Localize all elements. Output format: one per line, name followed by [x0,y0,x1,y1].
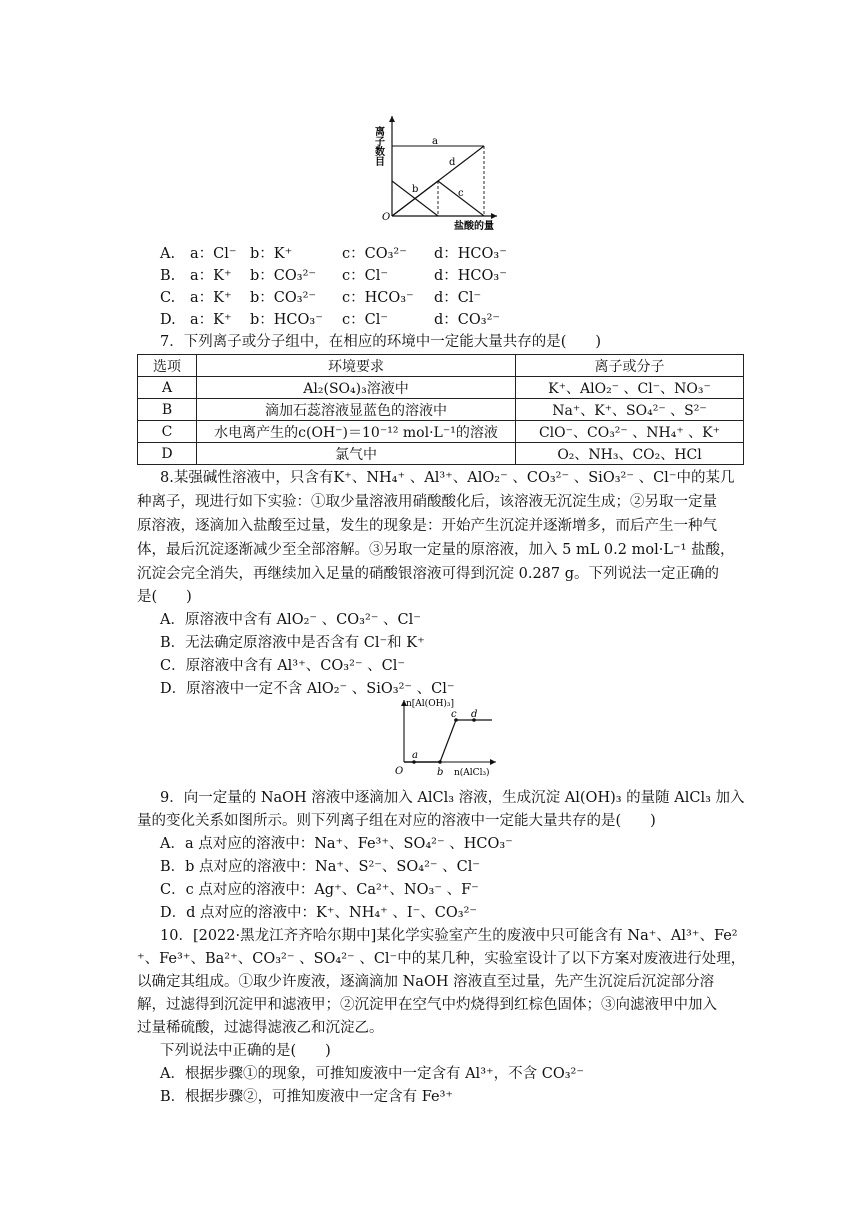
origin-label: O [395,766,404,777]
label-a: a [412,750,418,761]
q8-line-6: 是( ) [137,589,192,605]
label-a: a [432,136,438,147]
aluminum-hydroxide-graph [392,696,502,780]
point-b [438,760,442,764]
table-row [138,377,744,399]
q9-option-d: D．d 点对应的溶液中：K⁺、NH₄⁺ 、I⁻、CO₃²⁻ [160,905,478,921]
ion-count-graph [372,112,502,234]
x-axis-label: 盐酸的量 [454,221,494,232]
label-b: b [437,767,444,778]
table-header: 离子或分子 [516,355,744,377]
table-cell: Na⁺、K⁺、SO₄²⁻ 、S²⁻ [516,399,744,421]
q6-option-b: B. a：K⁺ b：CO₃²⁻ c：Cl⁻ d：HCO₃⁻ [160,268,507,284]
label-d: d [471,709,478,720]
q9-option-b: B．b 点对应的溶液中：Na⁺、S²⁻、SO₄²⁻ 、Cl⁻ [160,859,481,875]
table-cell: D [138,443,197,465]
q6-option-c: C. a：K⁺ b：CO₃²⁻ c：HCO₃⁻ d：Cl⁻ [160,290,482,306]
table-header: 选项 [138,355,197,377]
q10-option-b: B．根据步骤②，可推知废液中一定含有 Fe³⁺ [160,1089,454,1105]
q8-line-5: 沉淀会完全消失，再继续加入足量的硝酸银溶液可得到沉淀 0.287 g。下列说法一定正确的 [137,566,720,582]
q10-option-a: A．根据步骤①的现象，可推知废液中一定含有 Al³⁺，不含 CO₃²⁻ [160,1066,585,1082]
table-cell: 滴加石蕊溶液显蓝色的溶液中 [197,399,516,421]
q10-line-3: 以确定其组成。①取少许废液，逐滴滴加 NaOH 溶液直至过量，先产生沉淀后沉淀部分溶 [137,974,715,990]
table-row [138,443,744,465]
q10-line-5: 过量稀硫酸，过滤得滤液乙和沉淀乙。 [137,1020,384,1036]
q10-line-1: 10．[2022·黑龙江齐齐哈尔期中]某化学实验室产生的废液中只可能含有 Na⁺、Al³⁺、Fe² [160,928,738,944]
table-cell: O₂、NH₃、CO₂、HCl [516,443,744,465]
q8-option-c: C．原溶液中含有 Al³⁺、CO₃²⁻ 、Cl⁻ [160,658,406,674]
q9-option-c: C．c 点对应的溶液中：Ag⁺、Ca²⁺、NO₃⁻ 、F⁻ [160,882,479,898]
q10-prompt: 下列说法中正确的是( ) [160,1043,331,1059]
q8-option-a: A．原溶液中含有 AlO₂⁻ 、CO₃²⁻ 、Cl⁻ [160,612,421,628]
q8-line-3: 原溶液，逐滴加入盐酸至过量，发生的现象是：开始产生沉淀并逐渐增多，而后产生一种气 [137,518,717,534]
table-header-row [138,355,744,377]
table-row [138,399,744,421]
q10-line-4: 解，过滤得到沉淀甲和滤液甲；②沉淀甲在空气中灼烧得到红棕色固体；③向滤液甲中加入 [137,997,717,1013]
label-c: c [458,188,464,199]
q8-option-d: D．原溶液中一定不含 AlO₂⁻ 、SiO₃²⁻ 、Cl⁻ [160,681,455,697]
label-c: c [451,709,457,720]
table-cell: ClO⁻、CO₃²⁻ 、NH₄⁺ 、K⁺ [516,421,744,443]
q9-option-a: A．a 点对应的溶液中：Na⁺、Fe³⁺、SO₄²⁻ 、HCO₃⁻ [160,836,513,852]
y-axis-label: 离子数目 [372,126,384,166]
table-cell: B [138,399,197,421]
table-cell: C [138,421,197,443]
table-cell: A [138,377,197,399]
q8-line-2: 种离子，现进行如下实验：①取少量溶液用硝酸酸化后，该溶液无沉淀生成；②另取一定量 [137,494,717,510]
q9-line-2: 量的变化关系如图所示。则下列离子组在对应的溶液中一定能大量共存的是( ) [137,813,656,829]
label-b: b [412,184,419,195]
table-cell: 氯气中 [197,443,516,465]
table-cell: 水电离产生的c(OH⁻)＝10⁻¹² mol·L⁻¹的溶液 [197,421,516,443]
table-cell: K⁺、AlO₂⁻ 、Cl⁻、NO₃⁻ [516,377,744,399]
origin-label: O [382,212,391,223]
label-d: d [449,157,456,168]
q7-stem: 7．下列离子或分子组中，在相应的环境中一定能大量共存的是( ) [160,334,602,350]
q7-table [137,354,744,465]
q9-line-1: 9．向一定量的 NaOH 溶液中逐滴加入 AlCl₃ 溶液，生成沉淀 Al(OH)₃ 的量随 AlCl₃ 加入 [160,790,745,806]
q8-line-1: 8.某强碱性溶液中，只含有K⁺、NH₄⁺ 、Al³⁺、AlO₂⁻ 、CO₃²⁻ 、SiO₃²⁻ 、Cl⁻中的某几 [160,470,735,486]
q10-line-2: ⁺、Fe³⁺、Ba²⁺、CO₃²⁻ 、SO₄²⁻ 、Cl⁻中的某几种，实验室设计了以下方案对废液进行处理， [137,951,746,967]
table-row [138,421,744,443]
table-cell: Al₂(SO₄)₃溶液中 [197,377,516,399]
q6-option-a: A. a：Cl⁻ b：K⁺ c：CO₃²⁻ d：HCO₃⁻ [160,246,507,262]
q8-line-4: 体，最后沉淀逐渐减少至全部溶解。③另取一定量的原溶液，加入 5 mL 0.2 mol·L⁻¹ 盐酸， [137,542,735,558]
q8-option-b: B．无法确定原溶液中是否含有 Cl⁻和 K⁺ [160,635,425,651]
x-axis-label: n(AlCl₃) [454,768,490,778]
y-axis-label: n[Al(OH)₃] [406,699,455,709]
q6-option-d: D. a：K⁺ b：HCO₃⁻ c：Cl⁻ d：CO₃²⁻ [160,312,501,328]
table-header: 环境要求 [197,355,516,377]
